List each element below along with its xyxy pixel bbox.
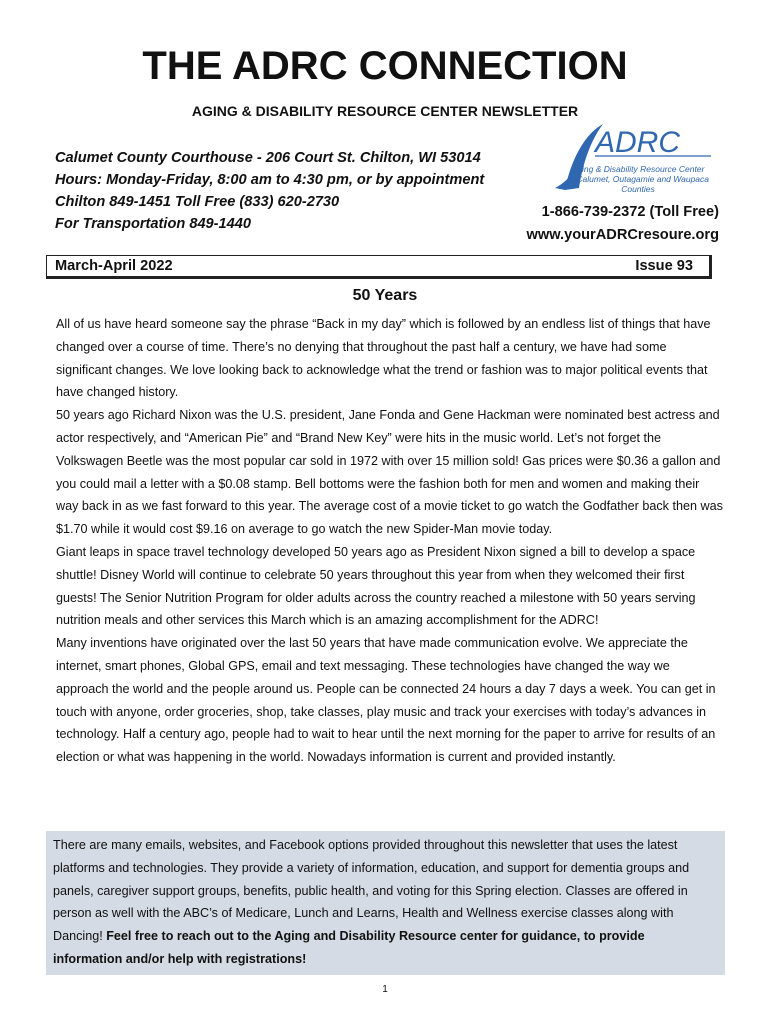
logo-tagline-line-1: Aging & Disability Resource Center [571,164,705,174]
callout-box [46,831,725,975]
contact-phone: Chilton 849-1451 Toll Free (833) 620-2730 [55,194,340,210]
callout-text: There are many emails, websites, and Facebook options provided throughout this newsletter that uses the latest platforms and technologies. They provide a variety of information, education, and support for dementia groups and panels, caregiver support groups, benefits, public health, and voting for this Spring election. Classes are offered in person as well with the ABC’s of Medicare, Lunch and Learns, Health and Wellness exercise classes along with Dancing! [53,838,690,944]
issue-number: Issue 93 [635,258,693,274]
newsletter-title: THE ADRC CONNECTION [142,44,628,88]
article-paragraph: 50 years ago Richard Nixon was the U.S. president, Jane Fonda and Gene Hackman were nominated best actress and actor respectively, and “American Pie” and “Brand New Key” were hits in the music world. Let’s not forget the Volkswagen Beetle was the most popular car sold in 1972 with over 15 million sold! Gas prices were $0.36 a gallon and you could mail a letter with a $0.08 stamp. Bell bottoms were the fashion both for men and women and making their way back in as we fast forward to this year. The average cost of a movie ticket to go watch the Godfather back then was $1.70 while it would cost $9.16 on average to go watch the new Spider-Man movie today. [56,408,723,537]
page-number: 1 [382,984,388,995]
contact-transportation: For Transportation 849-1440 [55,216,251,232]
logo-tagline [558,164,718,194]
contact-hours: Hours: Monday-Friday, 8:00 am to 4:30 pm, or by appointment [55,172,485,188]
issue-bar [46,255,712,279]
toll-free-phone: 1-866-739-2372 (Toll Free) [541,204,719,220]
contact-address: Calumet County Courthouse - 206 Court St. Chilton, WI 53014 [55,150,481,166]
article-paragraph: Many inventions have originated over the last 50 years that have made communication evolve. We appreciate the internet, smart phones, Global GPS, email and text messaging. These technologies have changed the way we approach the world and the people around us. People can be connected 24 hours a day 7 days a week. You can get in touch with anyone, order groceries, shop, take classes, play music and track your exercises with today’s advances in technology. Half a century ago, people had to wait to hear until the next morning for the paper to arrive for results of an election or what was happening in the world. Nowadays information is current and provided instantly. [56,636,716,765]
logo-tagline-line-2: of Calumet, Outagamie and Waupaca Counties [566,174,710,194]
logo-text: ADRC [595,126,681,159]
website-link[interactable]: www.yourADRCresoure.org [526,227,719,243]
article-body [56,313,724,769]
issue-date: March-April 2022 [55,258,173,274]
article-paragraph: Giant leaps in space travel technology developed 50 years ago as President Nixon signed a bill to develop a space shuttle! Disney World will continue to celebrate 50 years throughout this year from when they welcomed their first guests! The Senior Nutrition Program for older adults across the country reached a milestone with 50 years serving nutrition meals and other services this March which is an amazing accomplishment for the ADRC! [56,544,696,628]
newsletter-subtitle: AGING & DISABILITY RESOURCE CENTER NEWSLETTER [191,103,579,119]
article-title: 50 Years [352,287,418,304]
callout-bold-text: Feel free to reach out to the Aging and Disability Resource center for guidance, to provide information and/or help with registrations! [53,929,645,966]
article-paragraph: All of us have heard someone say the phrase “Back in my day” which is followed by an endless list of things that have changed over a course of time. There’s no denying that throughout the past half a century, we have had some significant changes. We love looking back to acknowledge what the trend or fashion was to major political events that have changed history. [56,317,711,400]
contact-block [55,147,525,235]
